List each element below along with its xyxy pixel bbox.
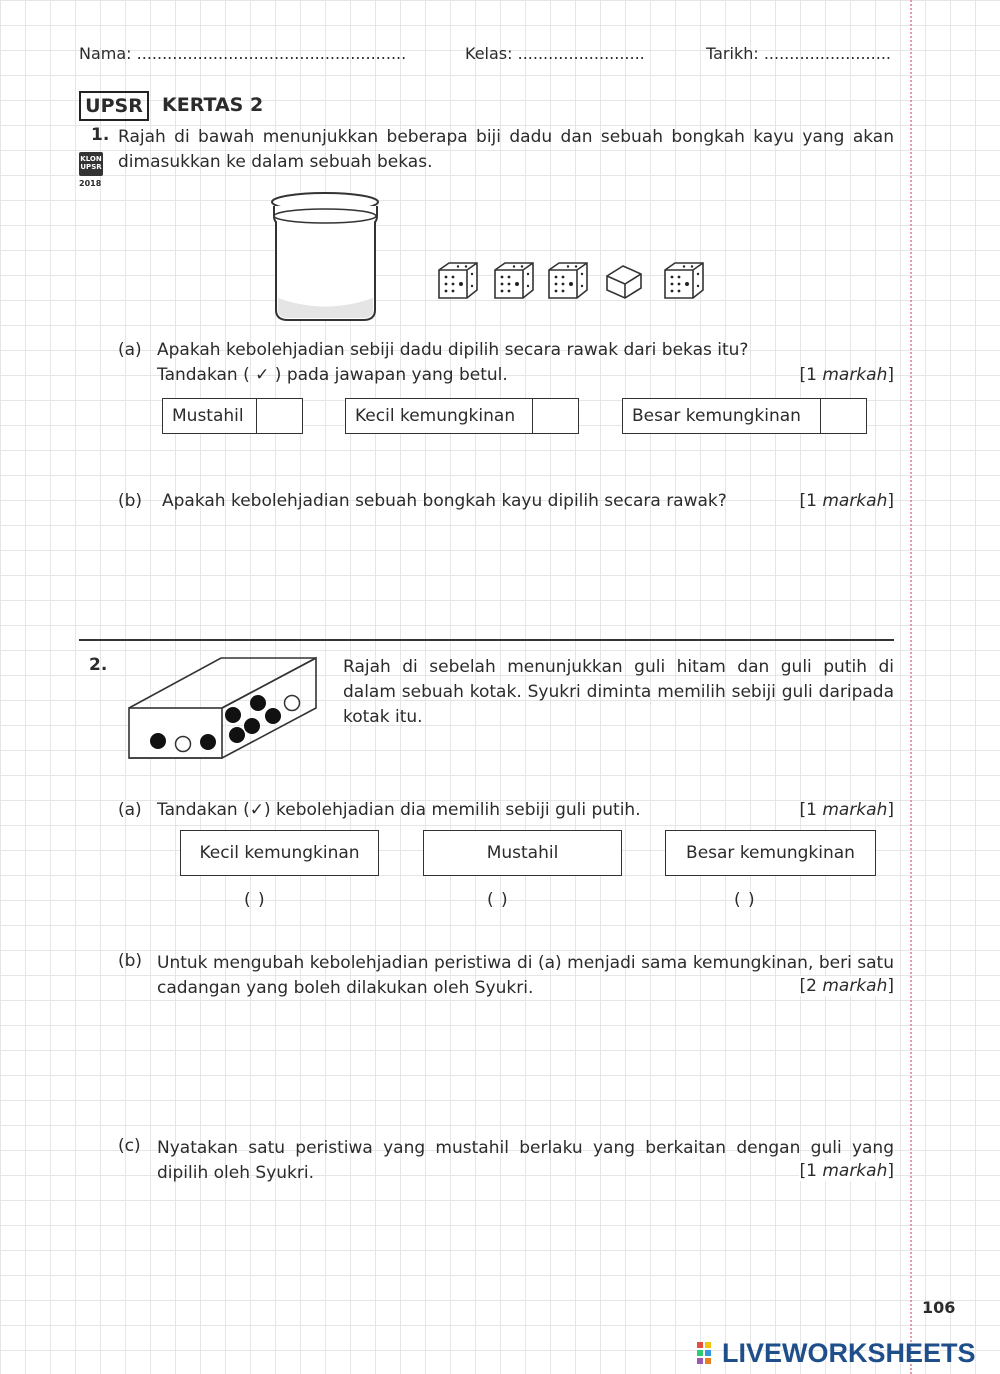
klon-upsr-badge: KLON UPSR — [79, 152, 103, 176]
q2a-marks: [1 markah] — [799, 800, 894, 820]
class-field: Kelas: ......................... — [465, 44, 645, 63]
liveworksheets-brand: LIVEWORKSHEETS — [722, 1338, 976, 1368]
q2a-tick-slot[interactable]: ( ) — [244, 890, 266, 910]
q2b-marks: [2 markah] — [799, 976, 894, 996]
question-1-number: 1. — [91, 125, 110, 145]
q1a-option-besar — [622, 398, 867, 434]
q2b-answer-area[interactable] — [157, 1010, 892, 1120]
q2a-option-mustahil: Mustahil — [423, 830, 622, 876]
q1a-option-kecil — [345, 398, 579, 434]
q1a-marks: [1 markah] — [799, 365, 894, 385]
marble-box-illustration — [126, 655, 321, 763]
jar-illustration — [268, 190, 383, 325]
q2a-option-besar: Besar kemungkinan — [665, 830, 876, 876]
q1a-option-mustahil — [162, 398, 303, 434]
klon-year: 2018 — [79, 179, 102, 188]
question-2-intro: Rajah di sebelah menunjukkan guli hitam dan guli putih di dalam sebuah kotak. Syukri diminta memilih sebiji guli daripada kotak itu. — [343, 657, 894, 727]
q2a-label: (a) — [118, 800, 142, 820]
q2a-text: Tandakan (✓) kebolehjadian dia memilih sebiji guli putih. — [157, 800, 641, 820]
q2c-label: (c) — [118, 1136, 141, 1156]
question-1-intro: Rajah di bawah menunjukkan beberapa biji dadu dan sebuah bongkah kayu yang akan dimasukkan ke dalam sebuah bekas. — [118, 127, 894, 172]
q2c-marks: [1 markah] — [799, 1161, 894, 1181]
upsr-badge: UPSR — [79, 91, 149, 121]
q1a-tick-box[interactable] — [532, 399, 578, 433]
q1a-option-label: Besar kemungkinan — [632, 406, 801, 426]
q2a-tick-slot[interactable]: ( ) — [734, 890, 756, 910]
section-divider — [79, 639, 894, 641]
question-2-number: 2. — [89, 655, 108, 675]
q1a-tick-box[interactable] — [256, 399, 302, 433]
name-field: Nama: ..................................................... — [79, 44, 407, 63]
q1a-option-label: Mustahil — [172, 406, 244, 426]
die-icon — [439, 263, 477, 298]
page-margin-line — [910, 0, 912, 1374]
q1b-answer-area[interactable] — [162, 525, 892, 620]
dice-and-block-illustration — [435, 260, 710, 302]
date-field: Tarikh: ......................... — [706, 44, 891, 63]
q1a-option-label: Kecil kemungkinan — [355, 406, 516, 426]
q1b-text: Apakah kebolehjadian sebuah bongkah kayu dipilih secara rawak? — [162, 491, 727, 511]
q1a-tick-box[interactable] — [820, 399, 866, 433]
q1b-label: (b) — [118, 491, 143, 511]
page-number: 106 — [922, 1298, 956, 1317]
q2b-label: (b) — [118, 951, 143, 971]
q2c-answer-area[interactable] — [157, 1195, 892, 1285]
q2b-text: Untuk mengubah kebolehjadian peristiwa di (a) menjadi sama kemungkinan, beri satu cadangan yang boleh dilakukan oleh Syukri. — [157, 953, 894, 998]
q1a-text-line1: Apakah kebolehjadian sebiji dadu dipilih secara rawak dari bekas itu? — [157, 340, 749, 360]
q2c-text: Nyatakan satu peristiwa yang mustahil berlaku yang berkaitan dengan guli yang dipilih oleh Syukri. — [157, 1138, 894, 1183]
section-title: KERTAS 2 — [162, 94, 264, 116]
q1b-marks: [1 markah] — [799, 491, 894, 511]
q2a-tick-slot[interactable]: ( ) — [487, 890, 509, 910]
q1a-text-line2: Tandakan ( ✓ ) pada jawapan yang betul. — [157, 365, 508, 385]
q1a-label: (a) — [118, 340, 142, 360]
q2a-option-kecil: Kecil kemungkinan — [180, 830, 379, 876]
liveworksheets-logo-icon — [697, 1342, 719, 1364]
